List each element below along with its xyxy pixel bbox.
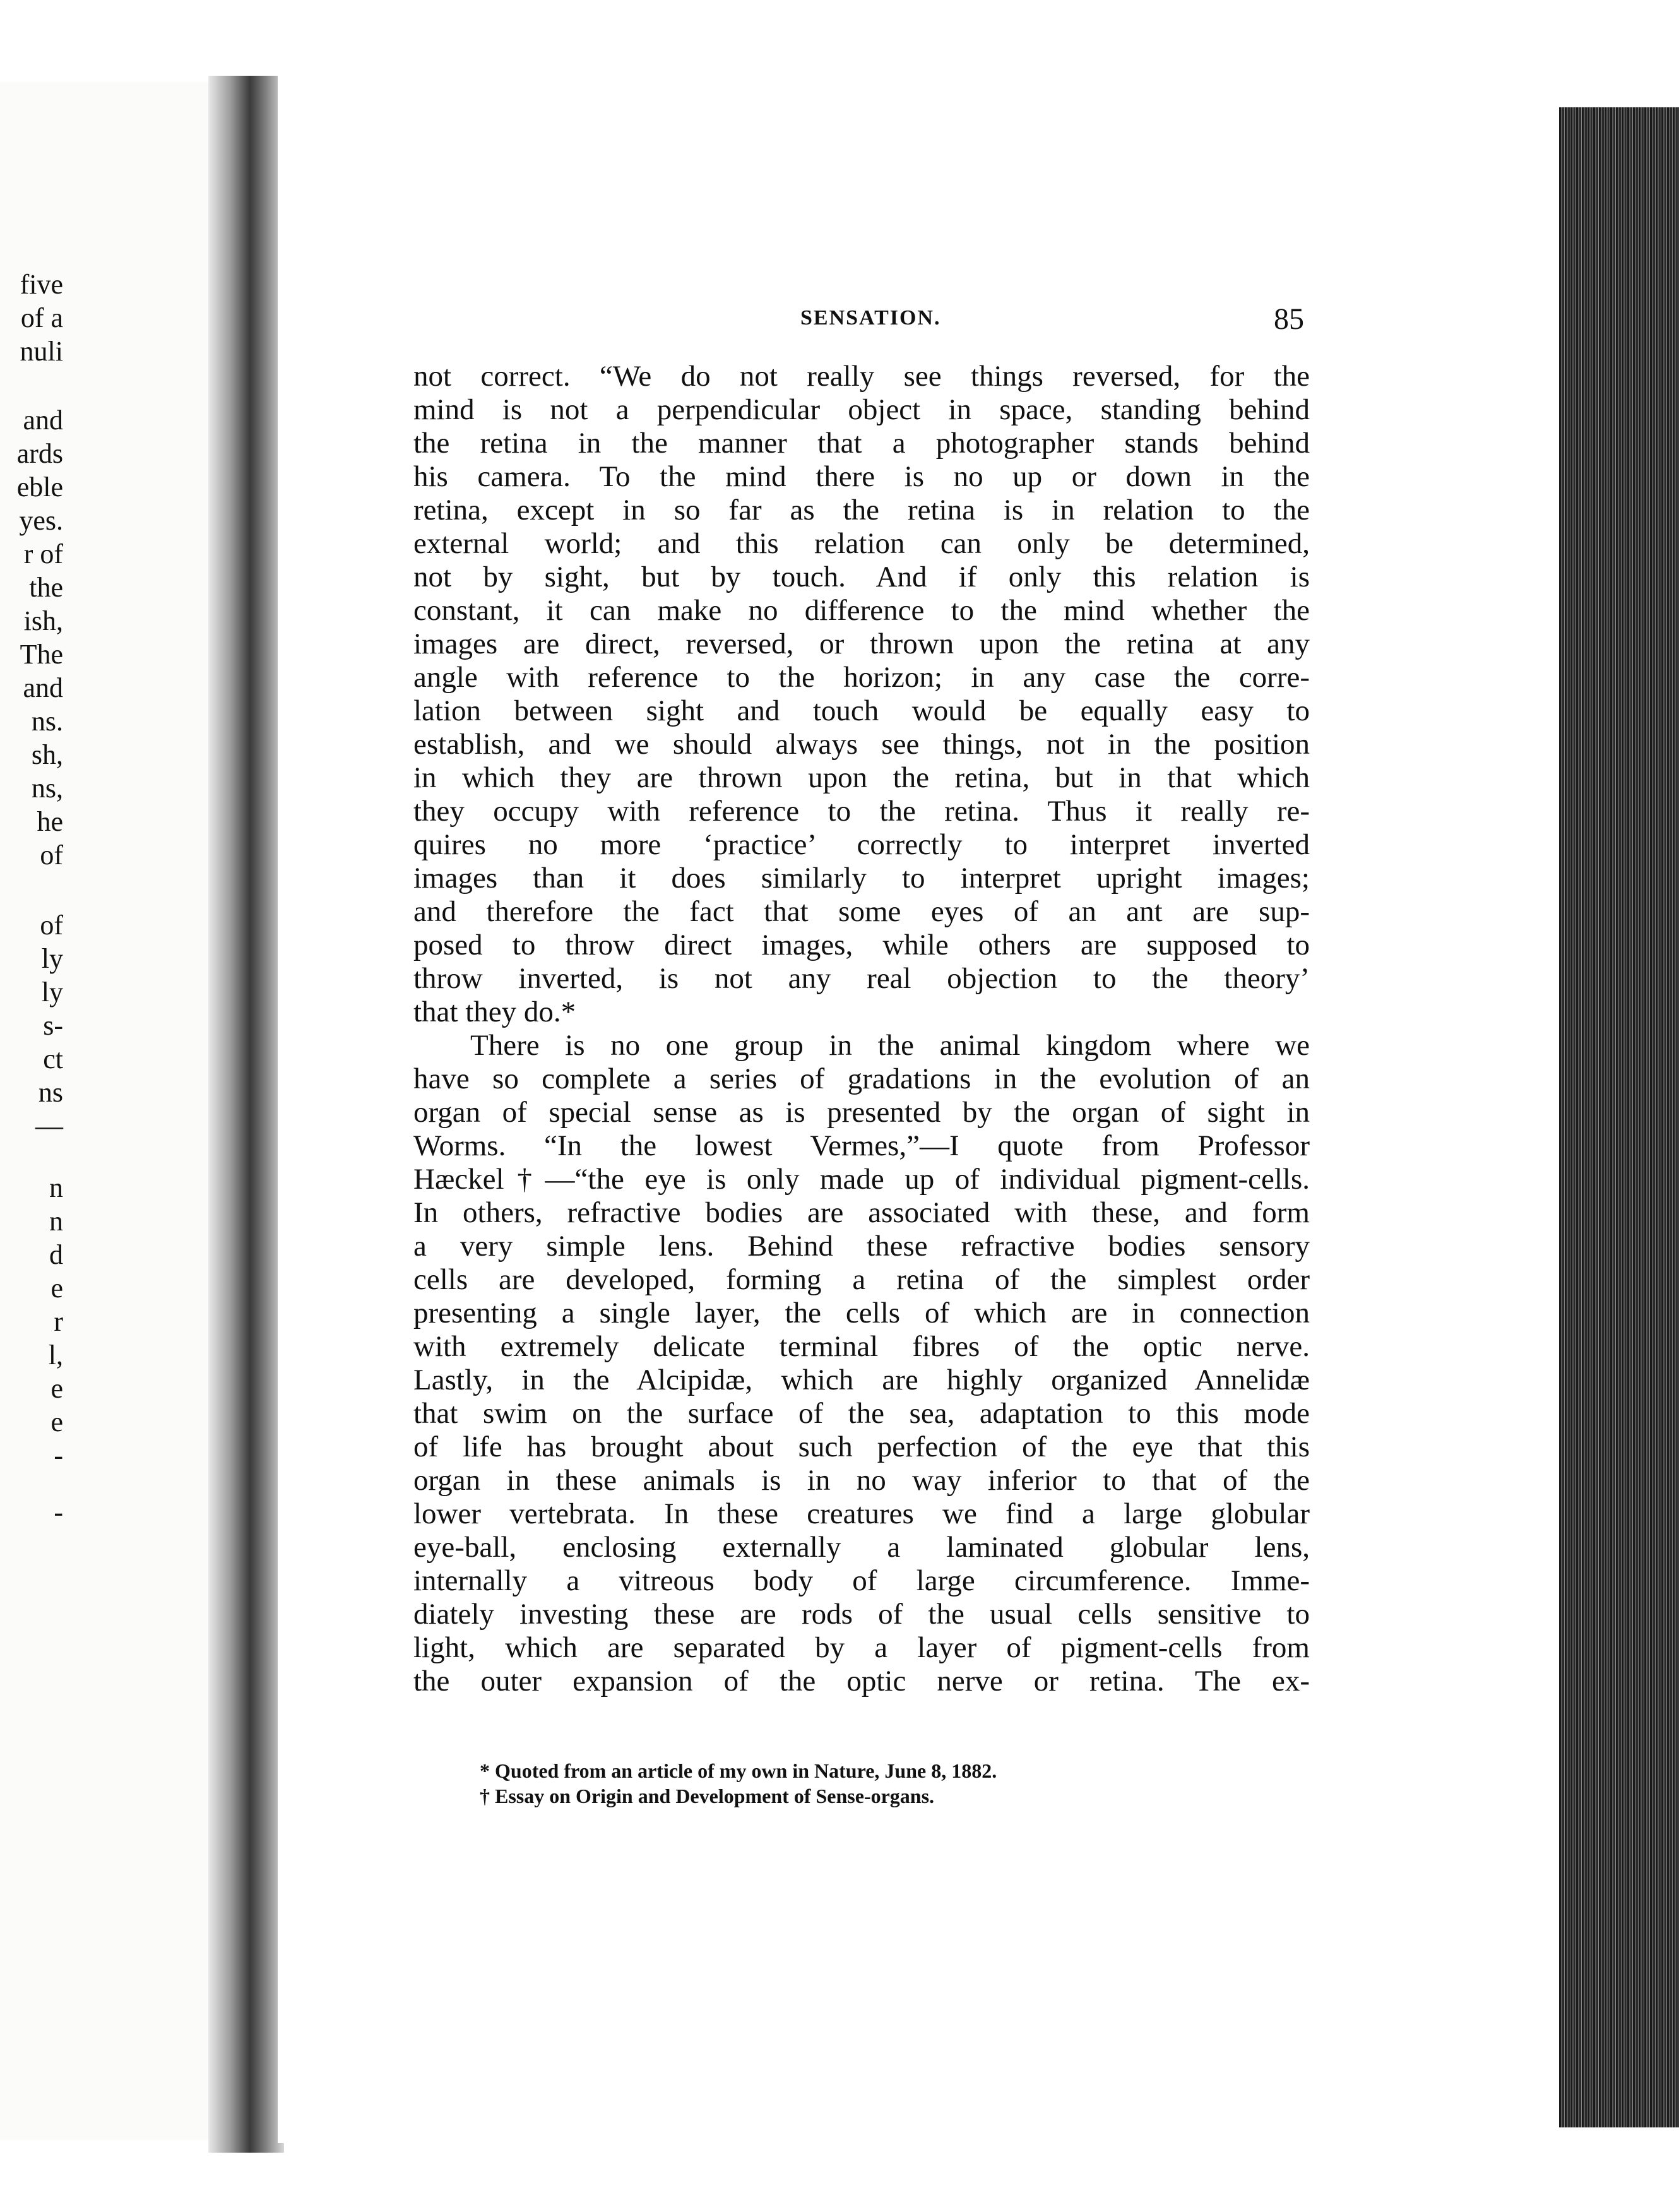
body-line: organ of special sense as is presented by the organ of sight in — [413, 1096, 1310, 1129]
body-line: images than it does similarly to interpret upright images; — [413, 862, 1310, 895]
left-page-fragment: of a — [20, 302, 63, 333]
left-page-fragment: of — [40, 910, 63, 941]
page-edges — [1559, 107, 1679, 2127]
left-page-fragment: ns. — [31, 706, 63, 737]
body-line: constant, it can make no difference to the mind whether the — [413, 594, 1310, 627]
body-line: have so complete a series of gradations in the evolution of an — [413, 1062, 1310, 1095]
body-line: in which they are thrown upon the retina, but in that which — [413, 761, 1310, 794]
body-line: throw inverted, is not any real objection to the theory’ — [413, 962, 1310, 995]
body-line: There is no one group in the animal kingdom where we — [470, 1029, 1310, 1062]
left-page-fragment: ns — [38, 1077, 63, 1108]
left-page-fragment: of — [40, 840, 63, 871]
body-line: diately investing these are rods of the usual cells sensitive to — [413, 1598, 1310, 1631]
book-gutter — [208, 76, 284, 2153]
left-page-fragment: ly — [41, 943, 63, 974]
body-line: eye-ball, enclosing externally a laminated globular lens, — [413, 1531, 1310, 1564]
footnote: * Quoted from an article of my own in Nature, June 8, 1882. — [480, 1759, 997, 1782]
body-line: organ in these animals is in no way inferior to that of the — [413, 1464, 1310, 1497]
left-page-fragment: ly — [41, 977, 63, 1008]
left-page-fragment: n — [49, 1206, 63, 1237]
body-line: the outer expansion of the optic nerve or retina. The ex- — [413, 1665, 1310, 1698]
body-line: Worms. “In the lowest Vermes,”—I quote from Professor — [413, 1129, 1310, 1162]
body-line: they occupy with reference to the retina. Thus it really re- — [413, 795, 1310, 828]
body-line: and therefore the fact that some eyes of an ant are sup- — [413, 895, 1310, 928]
left-page-fragment: - — [54, 1497, 63, 1528]
left-page-fragment: e — [50, 1373, 63, 1404]
body-line: light, which are separated by a layer of pigment-cells from — [413, 1631, 1310, 1664]
left-page-fragment: five — [20, 269, 63, 300]
left-page-fragment: — — [35, 1110, 63, 1141]
left-page-fragment: The — [20, 639, 63, 670]
body-line: presenting a single layer, the cells of which are in connection — [413, 1297, 1310, 1329]
running-head: SENSATION. — [800, 306, 941, 330]
body-line: that they do.* — [413, 996, 576, 1028]
body-line: his camera. To the mind there is no up or down in the — [413, 460, 1310, 493]
left-page-fragment: and — [23, 405, 63, 436]
left-page-fragment: nuli — [20, 336, 63, 367]
left-page-fragment: and — [23, 672, 63, 703]
body-line: external world; and this relation can only be determined, — [413, 527, 1310, 560]
left-page-fragment: n — [49, 1172, 63, 1203]
body-line: with extremely delicate terminal fibres of the optic nerve. — [413, 1330, 1310, 1363]
page-number: 85 — [1274, 302, 1304, 336]
body-line: retina, except in so far as the retina is in relation to the — [413, 494, 1310, 526]
body-line: not by sight, but by touch. And if only this relation is — [413, 561, 1310, 593]
left-page-fragment: r of — [23, 538, 63, 569]
left-page-fragment: l, — [48, 1340, 63, 1371]
body-line: lation between sight and touch would be equally easy to — [413, 694, 1310, 727]
left-page-fragment: the — [29, 572, 63, 603]
body-line: quires no more ‘practice’ correctly to interpret inverted — [413, 828, 1310, 861]
body-line: cells are developed, forming a retina of the simplest order — [413, 1263, 1310, 1296]
body-line: of life has brought about such perfection of the eye that this — [413, 1430, 1310, 1463]
body-line: posed to throw direct images, while others are supposed to — [413, 929, 1310, 961]
body-line: that swim on the surface of the sea, adaptation to this mode — [413, 1397, 1310, 1430]
left-page-fragment: yes. — [19, 505, 63, 536]
body-line: a very simple lens. Behind these refractive bodies sensory — [413, 1230, 1310, 1263]
left-page-fragment: ct — [43, 1044, 63, 1074]
body-text — [413, 360, 1310, 1698]
body-line: not correct. “We do not really see things reversed, for the — [413, 360, 1310, 393]
body-line: In others, refractive bodies are associated with these, and form — [413, 1196, 1310, 1229]
body-line: the retina in the manner that a photographer stands behind — [413, 427, 1310, 460]
left-page-fragment: e — [50, 1273, 63, 1304]
body-line: internally a vitreous body of large circumference. Imme- — [413, 1564, 1310, 1597]
left-page-fragment: s- — [43, 1010, 63, 1041]
body-line: mind is not a perpendicular object in space, standing behind — [413, 393, 1310, 426]
left-page-fragment: - — [54, 1440, 63, 1471]
left-page-fragment: r — [54, 1306, 63, 1337]
body-line: lower vertebrata. In these creatures we find a large globular — [413, 1497, 1310, 1530]
left-page-fragment: sh, — [31, 739, 63, 770]
body-line: images are direct, reversed, or thrown upon the retina at any — [413, 627, 1310, 660]
body-line: Lastly, in the Alcipidæ, which are highly organized Annelidæ — [413, 1364, 1310, 1396]
left-page-fragment: eble — [16, 472, 63, 502]
left-page-fragment: ish, — [23, 605, 63, 636]
body-line: establish, and we should always see things, not in the position — [413, 728, 1310, 761]
left-page-fragment: e — [50, 1406, 63, 1437]
footnotes — [480, 1758, 1237, 1809]
left-page-fragment: d — [49, 1239, 63, 1270]
left-page-fragment: ns, — [31, 773, 63, 804]
body-line: Hæckel†—“the eye is only made up of individual pigment-cells. — [413, 1163, 1310, 1196]
left-page-fragment: he — [37, 806, 63, 837]
left-page-fragment: ards — [16, 438, 63, 469]
body-line: angle with reference to the horizon; in any case the corre- — [413, 661, 1310, 694]
footnote: † Essay on Origin and Development of Sense-organs. — [480, 1785, 935, 1807]
